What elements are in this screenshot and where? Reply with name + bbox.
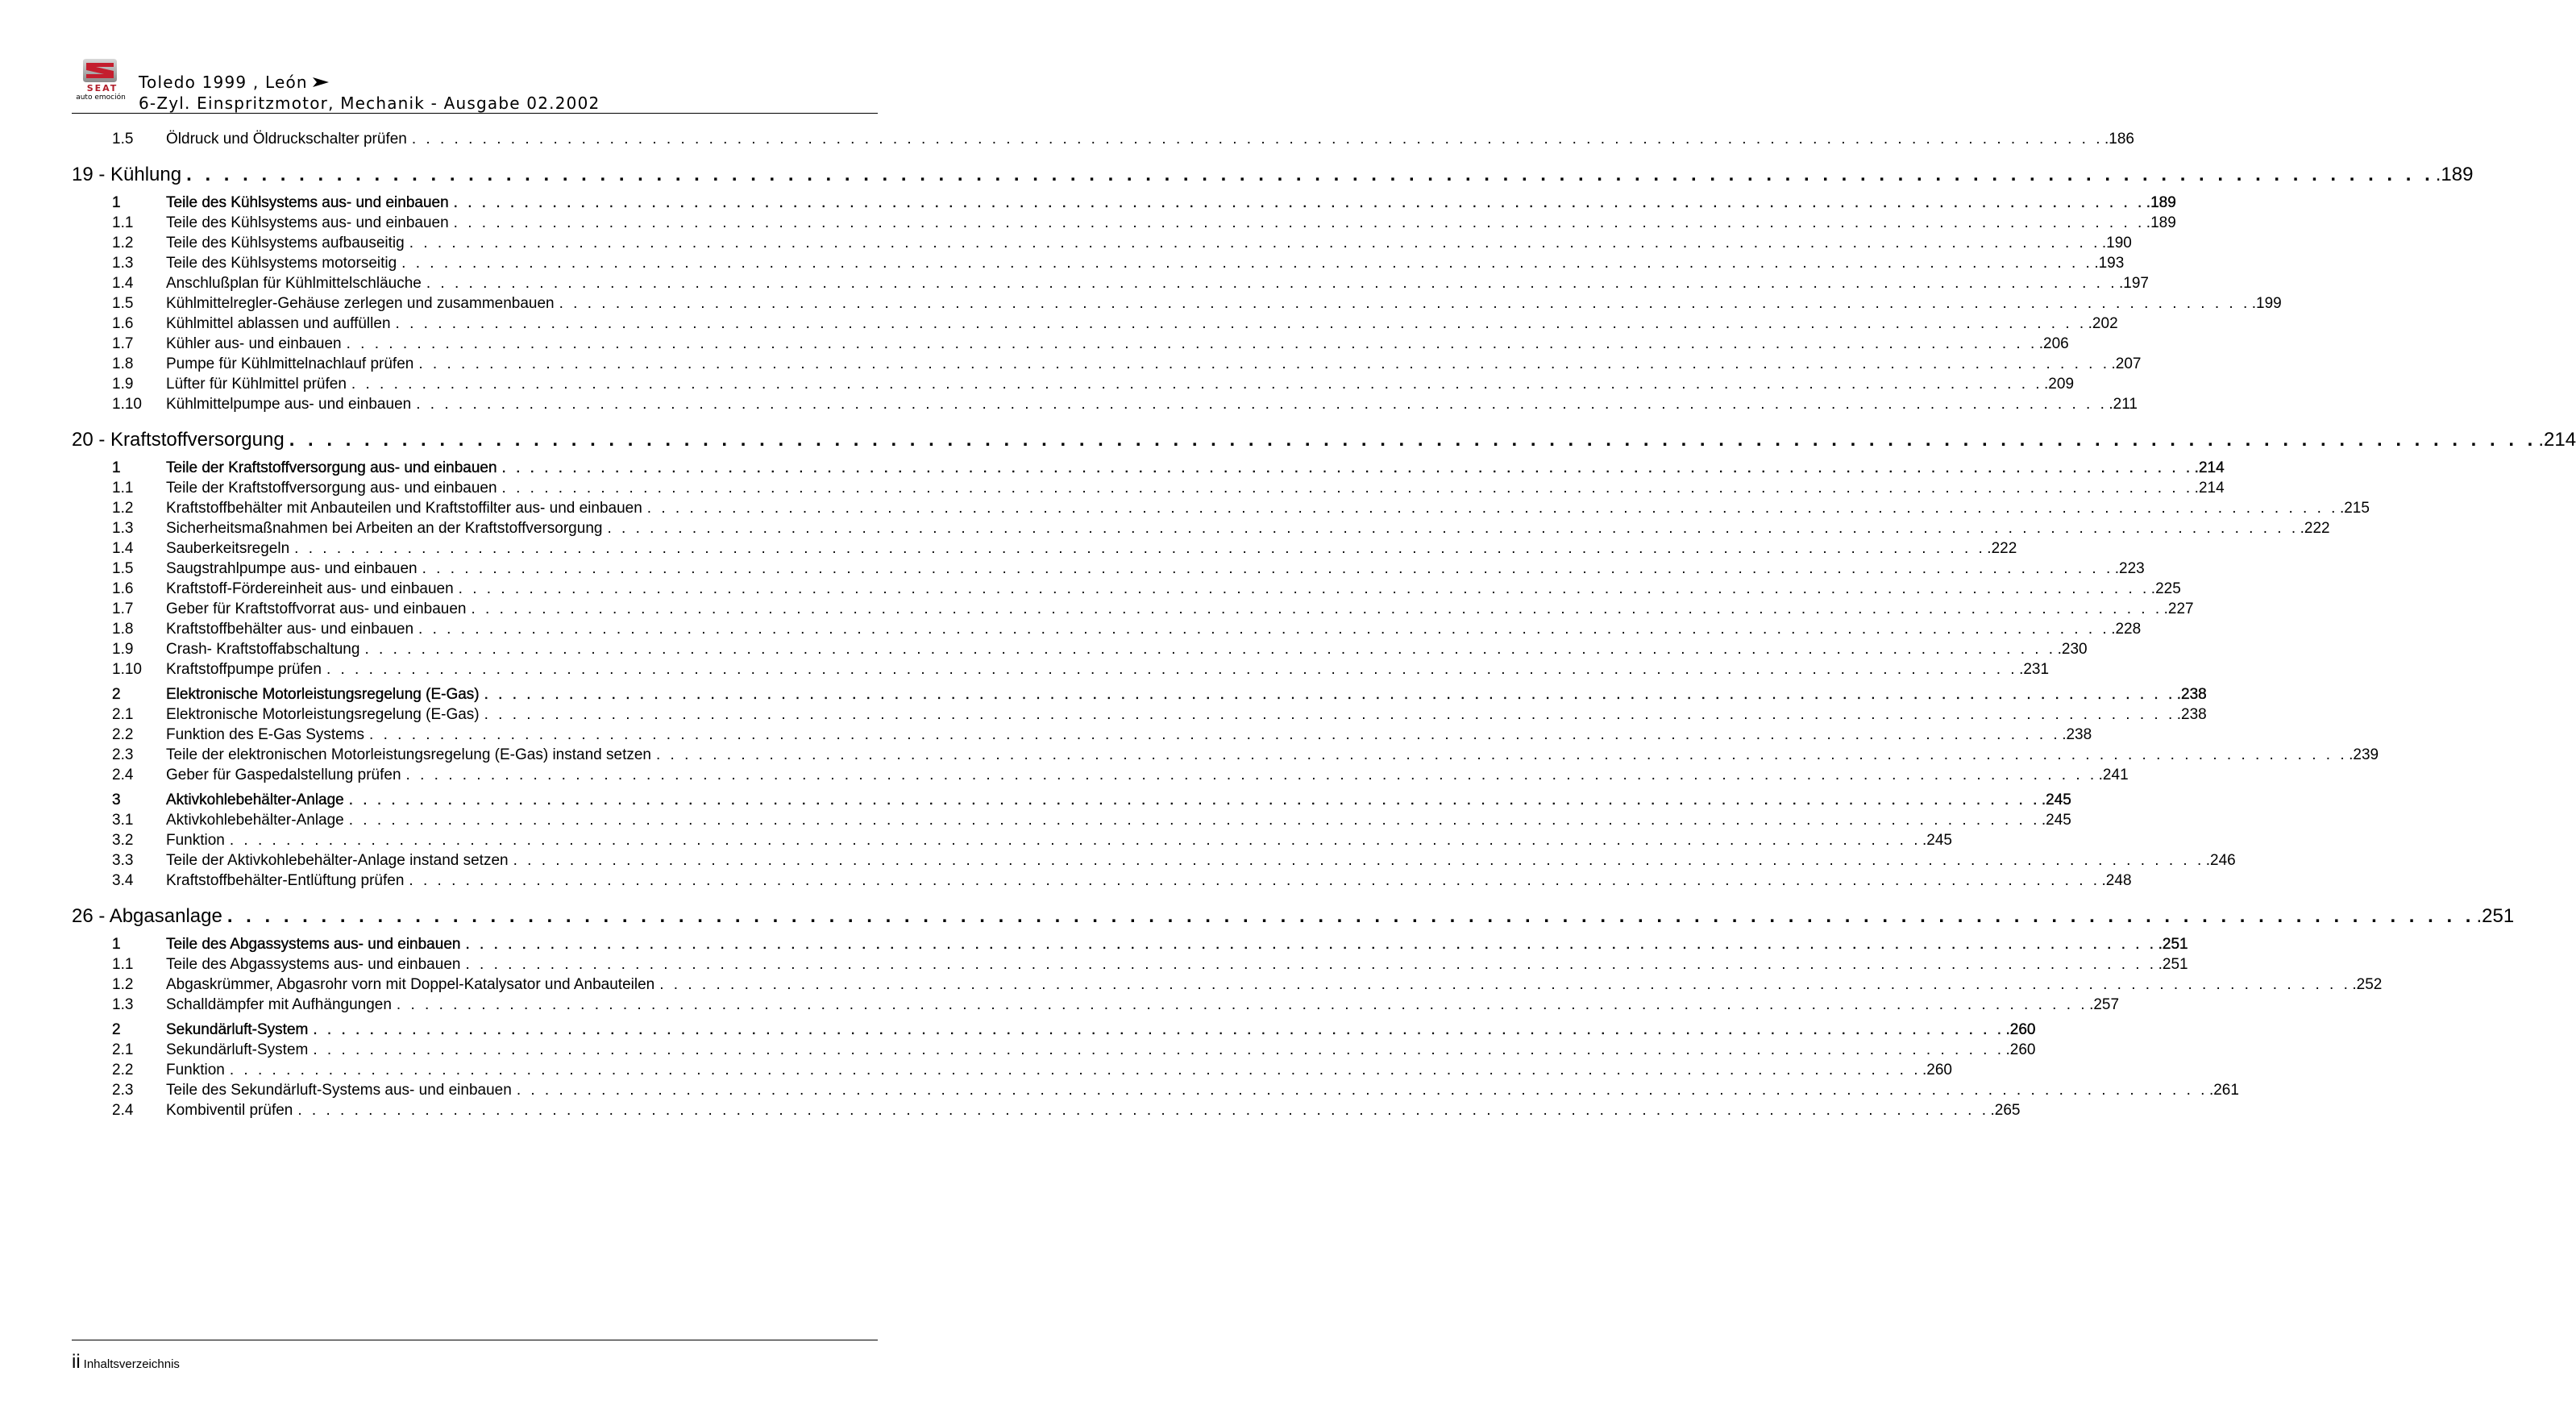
toc-entry-page: .193 <box>2094 255 2125 272</box>
toc-leader-dots: . . . . . . . . . . . . . . . . . . . . . . . . . . . . . . . . . . . . . . . . . . . . . . . . . . . . . . . . . . . . . . . . . . . . . . . . . . . . . . . . . . . . . . . . . . . . . . . . . . . . . . . . . . . . . . . . . . . . . . . . <box>405 767 2097 783</box>
toc-entry-title: Schalldämpfer mit Aufhängungen <box>166 996 392 1013</box>
toc-entry-title: Abgaskrümmer, Abgasrohr vorn mit Doppel-Katalysator und Anbauteilen <box>166 976 655 993</box>
page-number: ii <box>72 1351 81 1373</box>
toc-entry-number: 2.4 <box>112 1102 134 1119</box>
toc-leader-dots: . . . . . . . . . . . . . . . . . . . . . . . . . . . . . . . . . . . . . . . . . . . . . . . . . . . . . . . . . . . . . . . . . . . . . . . . . . . . . . . . . . . . . . . . . . . . . . . . . . . . . . . . . . . . . . . . . . . . . . . . <box>226 905 2475 927</box>
toc-entry-title: Teile der elektronischen Motorleistungsregelung (E-Gas) instand setzen <box>166 746 651 763</box>
toc-leader-dots: . . . . . . . . . . . . . . . . . . . . . . . . . . . . . . . . . . . . . . . . . . . . . . . . . . . . . . . . . . . . . . . . . . . . . . . . . . . . . . . . . . . . . . . . . . . . . . . . . . . . . . . . . . . . . . . . . . . . . . . . <box>416 396 2108 413</box>
toc-entry-page: .231 <box>2019 661 2050 678</box>
toc-entry[interactable] <box>72 1080 2239 1100</box>
header-rule <box>72 113 878 114</box>
toc-chapter-heading[interactable] <box>72 904 2515 929</box>
toc-entry[interactable] <box>72 745 2379 765</box>
toc-entry-number: 1.3 <box>112 996 134 1013</box>
logo-brand-text: SEAT <box>86 83 118 94</box>
toc-entry-title: Kraftstoffbehälter mit Anbauteilen und Kraftstoffilter aus- und einbauen <box>166 500 642 517</box>
toc-entry-page: .186 <box>2104 131 2134 148</box>
toc-leader-dots: . . . . . . . . . . . . . . . . . . . . . . . . . . . . . . . . . . . . . . . . . . . . . . . . . . . . . . . . . . . . . . . . . . . . . . . . . . . . . . . . . . . . . . . . . . . . . . . . . . . . . . . . . . . . . . . . . . . . . . . . <box>313 1041 2005 1058</box>
toc-entry-page: .245 <box>2041 812 2071 829</box>
toc-entry[interactable] <box>72 538 2017 559</box>
toc-entry-title: Teile der Kraftstoffversorgung aus- und einbauen <box>166 480 497 497</box>
toc-entry-number: 2.3 <box>112 1082 134 1099</box>
title-text: Toledo 1999 , León <box>139 73 308 92</box>
toc-leader-dots: . . . . . . . . . . . . . . . . . . . . . . . . . . . . . . . . . . . . . . . . . . . . . . . . . . . . . . . . . . . . . . . . . . . . . . . . . . . . . . . . . . . . . . . . . . . . . . . . . . . . . . . . . . . . . . . . . . . . . . . . <box>396 996 2088 1013</box>
page-footer <box>72 1351 180 1374</box>
toc-entry-page: .214 <box>2538 429 2576 451</box>
toc-entry-page: .222 <box>2300 520 2330 537</box>
toc-entry-number: 3.3 <box>112 852 134 869</box>
toc-entry-title: Elektronische Motorleistungsregelung (E-Gas) <box>166 706 480 723</box>
toc-entry[interactable] <box>72 129 2134 149</box>
document-title-line-1 <box>139 73 329 92</box>
toc-entry-title: Kraftstoffbehälter-Entlüftung prüfen <box>166 872 405 889</box>
toc-entry-page: .248 <box>2101 872 2132 889</box>
toc-entry-number: 1.3 <box>112 520 134 537</box>
toc-entry-page: .245 <box>2041 792 2071 808</box>
toc-entry-title: Kraftstoff-Fördereinheit aus- und einbauen <box>166 580 454 597</box>
toc-entry-number: 1.2 <box>112 235 134 251</box>
toc-section[interactable] <box>72 193 2176 213</box>
toc-entry-number: 1.8 <box>112 355 134 372</box>
toc-entry-title: Lüfter für Kühlmittel prüfen <box>166 376 347 393</box>
toc-entry-page: .199 <box>2251 295 2282 312</box>
toc-entry[interactable] <box>72 659 2050 679</box>
toc-section[interactable] <box>72 1020 2036 1040</box>
toc-entry-number: 1.5 <box>112 560 134 577</box>
toc-entry-title: 26 - Abgasanlage <box>72 905 222 927</box>
toc-entry-page: .239 <box>2349 746 2379 763</box>
toc-chapter-heading[interactable] <box>72 427 2576 453</box>
toc-entry-title: Kraftstoffbehälter aus- und einbauen <box>166 621 414 638</box>
toc-entry[interactable] <box>72 579 2181 599</box>
toc-entry-title: Teile des Abgassystems aus- und einbauen <box>166 956 461 973</box>
toc-entry[interactable] <box>72 765 2129 785</box>
toc-entry[interactable] <box>72 559 2145 579</box>
toc-leader-dots: . . . . . . . . . . . . . . . . . . . . . . . . . . . . . . . . . . . . . . . . . . . . . . . . . . . . . . . . . . . . . . . . . . . . . . . . . . . . . . . . . . . . . . . . . . . . . . . . . . . . . . . . . . . . . . . . . . . . . . . . <box>516 1082 2208 1099</box>
toc-entry-title: 20 - Kraftstoffversorgung <box>72 429 285 451</box>
table-of-contents <box>72 129 2576 1120</box>
toc-entry-title: Teile des Kühlsystems aufbauseitig <box>166 235 405 251</box>
toc-leader-dots: . . . . . . . . . . . . . . . . . . . . . . . . . . . . . . . . . . . . . . . . . . . . . . . . . . . . . . . . . . . . . . . . . . . . . . . . . . . . . . . . . . . . . . . . . . . . . . . . . . . . . . . . . . . . . . . . . . . . . . . . <box>229 1062 1922 1078</box>
toc-entry[interactable] <box>72 213 2176 233</box>
toc-entry-page: .230 <box>2057 641 2088 658</box>
toc-entry-number: 1.7 <box>112 335 134 352</box>
toc-entry-title: Kühlmittel ablassen und auffüllen <box>166 315 391 332</box>
toc-entry-title: Aktivkohlebehälter-Anlage <box>166 812 344 829</box>
toc-leader-dots: . . . . . . . . . . . . . . . . . . . . . . . . . . . . . . . . . . . . . . . . . . . . . . . . . . . . . . . . . . . . . . . . . . . . . . . . . . . . . . . . . . . . . . . . . . . . . . . . . . . . . . . . . . . . . . . . . . . . . . . . <box>364 641 2056 658</box>
toc-entry[interactable] <box>72 1100 2021 1120</box>
toc-entry-title: Kraftstoffpumpe prüfen <box>166 661 322 678</box>
toc-entry-number: 1.2 <box>112 976 134 993</box>
toc-entry-number: 1 <box>112 194 121 211</box>
toc-entry[interactable] <box>72 233 2132 253</box>
toc-leader-dots: . . . . . . . . . . . . . . . . . . . . . . . . . . . . . . . . . . . . . . . . . . . . . . . . . . . . . . . . . . . . . . . . . . . . . . . . . . . . . . . . . . . . . . . . . . . . . . . . . . . . . . . . . . . . . . . . . . . . . . . . <box>297 1102 1989 1119</box>
toc-entry-page: .207 <box>2111 355 2142 372</box>
toc-entry-number: 1.5 <box>112 131 134 148</box>
logo-claim-text: auto emoción <box>76 94 126 102</box>
toc-entry-page: .260 <box>1922 1062 1952 1078</box>
toc-entry-page: .228 <box>2111 621 2142 638</box>
toc-entry-title: 19 - Kühlung <box>72 164 182 185</box>
toc-entry-page: .223 <box>2114 560 2145 577</box>
toc-leader-dots: . . . . . . . . . . . . . . . . . . . . . . . . . . . . . . . . . . . . . . . . . . . . . . . . . . . . . . . . . . . . . . . . . . . . . . . . . . . . . . . . . . . . . . . . . . . . . . . . . . . . . . . . . . . . . . . . . . . . . . . . <box>659 976 2351 993</box>
toc-leader-dots: . . . . . . . . . . . . . . . . . . . . . . . . . . . . . . . . . . . . . . . . . . . . . . . . . . . . . . . . . . . . . . . . . . . . . . . . . . . . . . . . . . . . . . . . . . . . . . . . . . . . . . . . . . . . . . . . . . . . . . . . <box>465 956 2157 973</box>
toc-leader-dots: . . . . . . . . . . . . . . . . . . . . . . . . . . . . . . . . . . . . . . . . . . . . . . . . . . . . . . . . . . . . . . . . . . . . . . . . . . . . . . . . . . . . . . . . . . . . . . . . . . . . . . . . . . . . . . . . . . . . . . . . <box>453 214 2145 231</box>
toc-entry[interactable] <box>72 478 2225 498</box>
toc-entry[interactable] <box>72 253 2125 273</box>
toc-entry-page: .215 <box>2339 500 2370 517</box>
toc-entry-title: Teile des Kühlsystems aus- und einbauen <box>166 194 449 211</box>
toc-leader-dots: . . . . . . . . . . . . . . . . . . . . . . . . . . . . . . . . . . . . . . . . . . . . . . . . . . . . . . . . . . . . . . . . . . . . . . . . . . . . . . . . . . . . . . . . . . . . . . . . . . . . . . . . . . . . . . . . . . . . . . . . <box>186 164 2434 185</box>
toc-entry-page: .238 <box>2176 686 2207 703</box>
toc-entry[interactable] <box>72 599 2194 619</box>
toc-entry-title: Funktion <box>166 1062 225 1078</box>
toc-entry-number: 1.5 <box>112 295 134 312</box>
toc-entry[interactable] <box>72 850 2236 871</box>
toc-leader-dots: . . . . . . . . . . . . . . . . . . . . . . . . . . . . . . . . . . . . . . . . . . . . . . . . . . . . . . . . . . . . . . . . . . . . . . . . . . . . . . . . . . . . . . . . . . . . . . . . . . . . . . . . . . . . . . . . . . . . . . . . <box>484 686 2175 703</box>
toc-entry-number: 1.1 <box>112 956 134 973</box>
toc-entry-number: 1.7 <box>112 601 134 617</box>
footer-label: Inhaltsverzeichnis <box>83 1357 180 1371</box>
toc-entry-title: Teile des Abgassystems aus- und einbauen <box>166 936 461 953</box>
toc-leader-dots: . . . . . . . . . . . . . . . . . . . . . . . . . . . . . . . . . . . . . . . . . . . . . . . . . . . . . . . . . . . . . . . . . . . . . . . . . . . . . . . . . . . . . . . . . . . . . . . . . . . . . . . . . . . . . . . . . . . . . . . . <box>607 520 2299 537</box>
toc-section[interactable] <box>72 684 2207 704</box>
toc-entry-number: 1.10 <box>112 396 142 413</box>
toc-leader-dots: . . . . . . . . . . . . . . . . . . . . . . . . . . . . . . . . . . . . . . . . . . . . . . . . . . . . . . . . . . . . . . . . . . . . . . . . . . . . . . . . . . . . . . . . . . . . . . . . . . . . . . . . . . . . . . . . . . . . . . . . <box>422 560 2113 577</box>
toc-entry-title: Geber für Kraftstoffvorrat aus- und einbauen <box>166 601 467 617</box>
toc-entry-page: .209 <box>2044 376 2075 393</box>
toc-section[interactable] <box>72 458 2225 478</box>
toc-entry[interactable] <box>72 954 2188 975</box>
toc-entry-page: .202 <box>2088 315 2118 332</box>
toc-entry-title: Teile des Kühlsystems motorseitig <box>166 255 397 272</box>
toc-leader-dots: . . . . . . . . . . . . . . . . . . . . . . . . . . . . . . . . . . . . . . . . . . . . . . . . . . . . . . . . . . . . . . . . . . . . . . . . . . . . . . . . . . . . . . . . . . . . . . . . . . . . . . . . . . . . . . . . . . . . . . . . <box>369 726 2061 743</box>
toc-entry-title: Teile des Kühlsystems aus- und einbauen <box>166 214 449 231</box>
toc-entry-number: 1.9 <box>112 376 134 393</box>
toc-entry[interactable] <box>72 871 2132 891</box>
toc-entry-number: 1.1 <box>112 214 134 231</box>
toc-entry[interactable] <box>72 975 2383 995</box>
toc-entry-number: 3 <box>112 792 121 808</box>
toc-entry-page: .246 <box>2205 852 2236 869</box>
toc-entry-title: Sekundärluft-System <box>166 1041 309 1058</box>
toc-entry-number: 1.6 <box>112 315 134 332</box>
toc-entry-title: Geber für Gaspedalstellung prüfen <box>166 767 401 783</box>
toc-entry[interactable] <box>72 995 2120 1015</box>
toc-entry-number: 1.4 <box>112 275 134 292</box>
toc-entry-page: .265 <box>1990 1102 2021 1119</box>
toc-entry[interactable] <box>72 725 2092 745</box>
toc-entry-page: .252 <box>2352 976 2383 993</box>
toc-leader-dots: . . . . . . . . . . . . . . . . . . . . . . . . . . . . . . . . . . . . . . . . . . . . . . . . . . . . . . . . . . . . . . . . . . . . . . . . . . . . . . . . . . . . . . . . . . . . . . . . . . . . . . . . . . . . . . . . . . . . . . . . <box>453 194 2145 211</box>
toc-entry-page: .238 <box>2176 706 2207 723</box>
toc-entry-page: .260 <box>2005 1021 2036 1038</box>
toc-leader-dots: . . . . . . . . . . . . . . . . . . . . . . . . . . . . . . . . . . . . . . . . . . . . . . . . . . . . . . . . . . . . . . . . . . . . . . . . . . . . . . . . . . . . . . . . . . . . . . . . . . . . . . . . . . . . . . . . . . . . . . . . <box>395 315 2087 332</box>
toc-entry-number: 2.2 <box>112 1062 134 1078</box>
toc-entry-title: Sauberkeitsregeln <box>166 540 290 557</box>
toc-entry-number: 1 <box>112 936 121 953</box>
toc-entry[interactable] <box>72 293 2282 314</box>
toc-entry-number: 2.3 <box>112 746 134 763</box>
toc-leader-dots: . . . . . . . . . . . . . . . . . . . . . . . . . . . . . . . . . . . . . . . . . . . . . . . . . . . . . . . . . . . . . . . . . . . . . . . . . . . . . . . . . . . . . . . . . . . . . . . . . . . . . . . . . . . . . . . . . . . . . . . . <box>655 746 2348 763</box>
toc-entry-number: 1.6 <box>112 580 134 597</box>
toc-leader-dots: . . . . . . . . . . . . . . . . . . . . . . . . . . . . . . . . . . . . . . . . . . . . . . . . . . . . . . . . . . . . . . . . . . . . . . . . . . . . . . . . . . . . . . . . . . . . . . . . . . . . . . . . . . . . . . . . . . . . . . . . <box>513 852 2204 869</box>
toc-leader-dots: . . . . . . . . . . . . . . . . . . . . . . . . . . . . . . . . . . . . . . . . . . . . . . . . . . . . . . . . . . . . . . . . . . . . . . . . . . . . . . . . . . . . . . . . . . . . . . . . . . . . . . . . . . . . . . . . . . . . . . . . <box>411 131 2104 148</box>
toc-entry[interactable] <box>72 1040 2036 1060</box>
toc-leader-dots: . . . . . . . . . . . . . . . . . . . . . . . . . . . . . . . . . . . . . . . . . . . . . . . . . . . . . . . . . . . . . . . . . . . . . . . . . . . . . . . . . . . . . . . . . . . . . . . . . . . . . . . . . . . . . . . . . . . . . . . . <box>294 540 1986 557</box>
toc-entry[interactable] <box>72 704 2207 725</box>
toc-entry[interactable] <box>72 314 2118 334</box>
toc-entry-page: .257 <box>2089 996 2120 1013</box>
toc-entry[interactable] <box>72 394 2138 414</box>
toc-entry-page: .189 <box>2146 214 2176 231</box>
page-header <box>72 58 878 114</box>
toc-entry-page: .261 <box>2208 1082 2239 1099</box>
toc-entry-page: .206 <box>2038 335 2069 352</box>
seat-logo <box>72 58 130 105</box>
toc-entry-title: Aktivkohlebehälter-Anlage <box>166 792 344 808</box>
toc-entry[interactable] <box>72 354 2142 374</box>
toc-entry-title: Elektronische Motorleistungsregelung (E-Gas) <box>166 686 480 703</box>
toc-entry-number: 1.10 <box>112 661 142 678</box>
toc-chapter-heading[interactable] <box>72 162 2474 188</box>
toc-leader-dots: . . . . . . . . . . . . . . . . . . . . . . . . . . . . . . . . . . . . . . . . . . . . . . . . . . . . . . . . . . . . . . . . . . . . . . . . . . . . . . . . . . . . . . . . . . . . . . . . . . . . . . . . . . . . . . . . . . . . . . . . <box>401 255 2093 272</box>
toc-leader-dots: . . . . . . . . . . . . . . . . . . . . . . . . . . . . . . . . . . . . . . . . . . . . . . . . . . . . . . . . . . . . . . . . . . . . . . . . . . . . . . . . . . . . . . . . . . . . . . . . . . . . . . . . . . . . . . . . . . . . . . . . <box>351 376 2043 393</box>
toc-entry-title: Teile der Aktivkohlebehälter-Anlage instand setzen <box>166 852 509 869</box>
toc-entry-number: 1.2 <box>112 500 134 517</box>
toc-entry-title: Funktion des E-Gas Systems <box>166 726 365 743</box>
toc-leader-dots: . . . . . . . . . . . . . . . . . . . . . . . . . . . . . . . . . . . . . . . . . . . . . . . . . . . . . . . . . . . . . . . . . . . . . . . . . . . . . . . . . . . . . . . . . . . . . . . . . . . . . . . . . . . . . . . . . . . . . . . . <box>501 480 2193 497</box>
toc-entry[interactable] <box>72 830 1952 850</box>
toc-entry-number: 2.4 <box>112 767 134 783</box>
toc-entry-title: Pumpe für Kühlmittelnachlauf prüfen <box>166 355 414 372</box>
toc-entry-title: Crash- Kraftstoffabschaltung <box>166 641 360 658</box>
toc-entry-number: 3.2 <box>112 832 134 849</box>
toc-entry[interactable] <box>72 639 2088 659</box>
toc-leader-dots: . . . . . . . . . . . . . . . . . . . . . . . . . . . . . . . . . . . . . . . . . . . . . . . . . . . . . . . . . . . . . . . . . . . . . . . . . . . . . . . . . . . . . . . . . . . . . . . . . . . . . . . . . . . . . . . . . . . . . . . . <box>348 792 2040 808</box>
toc-entry-title: Kombiventil prüfen <box>166 1102 293 1119</box>
toc-entry[interactable] <box>72 374 2075 394</box>
toc-entry-title: Teile der Kraftstoffversorgung aus- und einbauen <box>166 459 497 476</box>
toc-leader-dots: . . . . . . . . . . . . . . . . . . . . . . . . . . . . . . . . . . . . . . . . . . . . . . . . . . . . . . . . . . . . . . . . . . . . . . . . . . . . . . . . . . . . . . . . . . . . . . . . . . . . . . . . . . . . . . . . . . . . . . . . <box>289 429 2537 451</box>
toc-entry-page: .227 <box>2163 601 2194 617</box>
toc-entry-title: Kühlmittelpumpe aus- und einbauen <box>166 396 412 413</box>
toc-entry-page: .260 <box>2005 1041 2036 1058</box>
toc-entry-page: .241 <box>2098 767 2129 783</box>
toc-entry-page: .251 <box>2158 956 2188 973</box>
toc-entry-title: Saugstrahlpumpe aus- und einbauen <box>166 560 418 577</box>
toc-entry-number: 3.4 <box>112 872 134 889</box>
toc-entry-page: .197 <box>2118 275 2149 292</box>
toc-entry-page: .222 <box>1987 540 2017 557</box>
toc-entry[interactable] <box>72 518 2330 538</box>
toc-leader-dots: . . . . . . . . . . . . . . . . . . . . . . . . . . . . . . . . . . . . . . . . . . . . . . . . . . . . . . . . . . . . . . . . . . . . . . . . . . . . . . . . . . . . . . . . . . . . . . . . . . . . . . . . . . . . . . . . . . . . . . . . <box>313 1021 2005 1038</box>
toc-entry-page: .245 <box>1922 832 1952 849</box>
toc-entry-page: .189 <box>2435 164 2474 185</box>
toc-entry-number: 1.9 <box>112 641 134 658</box>
toc-entry-number: 2 <box>112 686 121 703</box>
toc-section[interactable] <box>72 934 2188 954</box>
toc-entry[interactable] <box>72 273 2149 293</box>
toc-leader-dots: . . . . . . . . . . . . . . . . . . . . . . . . . . . . . . . . . . . . . . . . . . . . . . . . . . . . . . . . . . . . . . . . . . . . . . . . . . . . . . . . . . . . . . . . . . . . . . . . . . . . . . . . . . . . . . . . . . . . . . . . <box>326 661 2018 678</box>
toc-entry-number: 1.1 <box>112 480 134 497</box>
toc-leader-dots: . . . . . . . . . . . . . . . . . . . . . . . . . . . . . . . . . . . . . . . . . . . . . . . . . . . . . . . . . . . . . . . . . . . . . . . . . . . . . . . . . . . . . . . . . . . . . . . . . . . . . . . . . . . . . . . . . . . . . . . . <box>559 295 2250 312</box>
toc-leader-dots: . . . . . . . . . . . . . . . . . . . . . . . . . . . . . . . . . . . . . . . . . . . . . . . . . . . . . . . . . . . . . . . . . . . . . . . . . . . . . . . . . . . . . . . . . . . . . . . . . . . . . . . . . . . . . . . . . . . . . . . . <box>418 355 2110 372</box>
toc-entry-page: .189 <box>2146 194 2176 211</box>
toc-entry-number: 1.3 <box>112 255 134 272</box>
toc-entry[interactable] <box>72 619 2142 639</box>
toc-entry-page: .214 <box>2194 480 2225 497</box>
toc-entry-number: 2.1 <box>112 1041 134 1058</box>
toc-leader-dots: . . . . . . . . . . . . . . . . . . . . . . . . . . . . . . . . . . . . . . . . . . . . . . . . . . . . . . . . . . . . . . . . . . . . . . . . . . . . . . . . . . . . . . . . . . . . . . . . . . . . . . . . . . . . . . . . . . . . . . . . <box>418 621 2110 638</box>
toc-entry-title: Funktion <box>166 832 225 849</box>
toc-entry-page: .251 <box>2476 905 2515 927</box>
toc-entry-page: .211 <box>2109 396 2138 413</box>
toc-entry-number: 2.1 <box>112 706 134 723</box>
toc-entry-title: Öldruck und Öldruckschalter prüfen <box>166 131 407 148</box>
toc-entry-title: Anschlußplan für Kühlmittelschläuche <box>166 275 422 292</box>
toc-entry-title: Kühler aus- und einbauen <box>166 335 342 352</box>
toc-entry-page: .238 <box>2062 726 2092 743</box>
toc-entry[interactable] <box>72 498 2370 518</box>
toc-leader-dots: . . . . . . . . . . . . . . . . . . . . . . . . . . . . . . . . . . . . . . . . . . . . . . . . . . . . . . . . . . . . . . . . . . . . . . . . . . . . . . . . . . . . . . . . . . . . . . . . . . . . . . . . . . . . . . . . . . . . . . . . <box>458 580 2150 597</box>
toc-entry-page: .251 <box>2158 936 2188 953</box>
toc-entry-number: 2 <box>112 1021 121 1038</box>
toc-entry-number: 1.8 <box>112 621 134 638</box>
toc-entry[interactable] <box>72 810 2071 830</box>
toc-leader-dots: . . . . . . . . . . . . . . . . . . . . . . . . . . . . . . . . . . . . . . . . . . . . . . . . . . . . . . . . . . . . . . . . . . . . . . . . . . . . . . . . . . . . . . . . . . . . . . . . . . . . . . . . . . . . . . . . . . . . . . . . <box>409 235 2100 251</box>
document-title-line-2: 6-Zyl. Einspritzmotor, Mechanik - Ausgabe 02.2002 <box>139 94 600 113</box>
toc-leader-dots: . . . . . . . . . . . . . . . . . . . . . . . . . . . . . . . . . . . . . . . . . . . . . . . . . . . . . . . . . . . . . . . . . . . . . . . . . . . . . . . . . . . . . . . . . . . . . . . . . . . . . . . . . . . . . . . . . . . . . . . . <box>409 872 2100 889</box>
toc-leader-dots: . . . . . . . . . . . . . . . . . . . . . . . . . . . . . . . . . . . . . . . . . . . . . . . . . . . . . . . . . . . . . . . . . . . . . . . . . . . . . . . . . . . . . . . . . . . . . . . . . . . . . . . . . . . . . . . . . . . . . . . . <box>646 500 2338 517</box>
toc-leader-dots: . . . . . . . . . . . . . . . . . . . . . . . . . . . . . . . . . . . . . . . . . . . . . . . . . . . . . . . . . . . . . . . . . . . . . . . . . . . . . . . . . . . . . . . . . . . . . . . . . . . . . . . . . . . . . . . . . . . . . . . . <box>471 601 2163 617</box>
toc-entry-title: Teile des Sekundärluft-Systems aus- und einbauen <box>166 1082 512 1099</box>
toc-leader-dots: . . . . . . . . . . . . . . . . . . . . . . . . . . . . . . . . . . . . . . . . . . . . . . . . . . . . . . . . . . . . . . . . . . . . . . . . . . . . . . . . . . . . . . . . . . . . . . . . . . . . . . . . . . . . . . . . . . . . . . . . <box>484 706 2175 723</box>
toc-leader-dots: . . . . . . . . . . . . . . . . . . . . . . . . . . . . . . . . . . . . . . . . . . . . . . . . . . . . . . . . . . . . . . . . . . . . . . . . . . . . . . . . . . . . . . . . . . . . . . . . . . . . . . . . . . . . . . . . . . . . . . . . <box>348 812 2040 829</box>
toc-leader-dots: . . . . . . . . . . . . . . . . . . . . . . . . . . . . . . . . . . . . . . . . . . . . . . . . . . . . . . . . . . . . . . . . . . . . . . . . . . . . . . . . . . . . . . . . . . . . . . . . . . . . . . . . . . . . . . . . . . . . . . . . <box>346 335 2038 352</box>
toc-entry-title: Sekundärluft-System <box>166 1021 309 1038</box>
toc-leader-dots: . . . . . . . . . . . . . . . . . . . . . . . . . . . . . . . . . . . . . . . . . . . . . . . . . . . . . . . . . . . . . . . . . . . . . . . . . . . . . . . . . . . . . . . . . . . . . . . . . . . . . . . . . . . . . . . . . . . . . . . . <box>229 832 1922 849</box>
toc-entry-page: .225 <box>2150 580 2181 597</box>
toc-leader-dots: . . . . . . . . . . . . . . . . . . . . . . . . . . . . . . . . . . . . . . . . . . . . . . . . . . . . . . . . . . . . . . . . . . . . . . . . . . . . . . . . . . . . . . . . . . . . . . . . . . . . . . . . . . . . . . . . . . . . . . . . <box>426 275 2117 292</box>
toc-entry[interactable] <box>72 1060 1952 1080</box>
toc-section[interactable] <box>72 790 2071 810</box>
toc-entry-number: 1.4 <box>112 540 134 557</box>
toc-leader-dots: . . . . . . . . . . . . . . . . . . . . . . . . . . . . . . . . . . . . . . . . . . . . . . . . . . . . . . . . . . . . . . . . . . . . . . . . . . . . . . . . . . . . . . . . . . . . . . . . . . . . . . . . . . . . . . . . . . . . . . . . <box>501 459 2193 476</box>
toc-entry[interactable] <box>72 334 2069 354</box>
toc-entry-number: 3.1 <box>112 812 134 829</box>
toc-entry-page: .190 <box>2101 235 2132 251</box>
seat-emblem-icon <box>72 58 130 85</box>
toc-entry-number: 1 <box>112 459 121 476</box>
arrow-right-icon <box>313 73 329 92</box>
toc-leader-dots: . . . . . . . . . . . . . . . . . . . . . . . . . . . . . . . . . . . . . . . . . . . . . . . . . . . . . . . . . . . . . . . . . . . . . . . . . . . . . . . . . . . . . . . . . . . . . . . . . . . . . . . . . . . . . . . . . . . . . . . . <box>465 936 2157 953</box>
toc-entry-number: 2.2 <box>112 726 134 743</box>
toc-entry-page: .214 <box>2194 459 2225 476</box>
toc-entry-title: Sicherheitsmaßnahmen bei Arbeiten an der Kraftstoffversorgung <box>166 520 603 537</box>
toc-entry-title: Kühlmittelregler-Gehäuse zerlegen und zusammenbauen <box>166 295 555 312</box>
